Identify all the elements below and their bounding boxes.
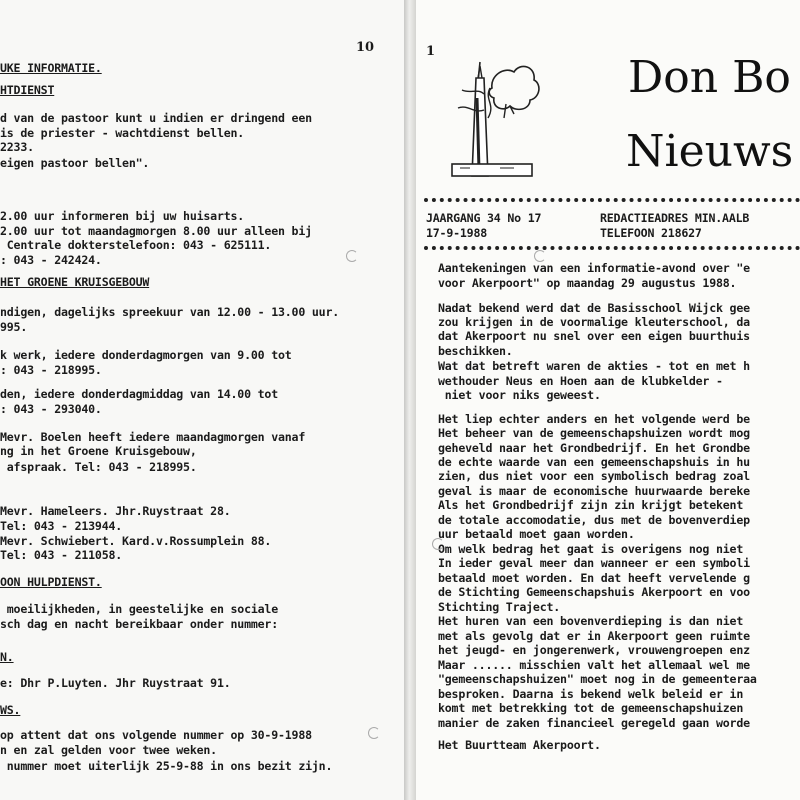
book-gutter (404, 0, 416, 800)
article-line: Het beheer van de gemeenschapshuizen wordt mog (438, 426, 750, 440)
article-line: komt met betrekking tot de gemeenschapshuizen (438, 701, 744, 715)
text-line: op attent dat ons volgende nummer op 30-9-1988 (0, 728, 312, 742)
text-line: moeilijkheden, in geestelijke en sociale (0, 602, 278, 616)
phone-number: TELEFOON 218627 (600, 226, 702, 240)
masthead-line-1: Don Bo (628, 52, 791, 103)
article-line: Het Buurtteam Akerpoort. (438, 738, 601, 752)
article-line: manier de zaken financieel geregeld gaan worde (438, 716, 750, 730)
article-line: niet voor niks geweest. (438, 388, 601, 402)
article-line: Om welk bedrag het gaat is overigens nog niet (438, 542, 744, 556)
text-line: eigen pastoor bellen". (0, 156, 150, 170)
text-line: : 043 - 218995. (0, 363, 102, 377)
article-line: geheveld naar het Grondbedrijf. En het Grondbe (438, 441, 750, 455)
article-line: dat Akerpoort nu snel over een eigen buurthuis (438, 329, 750, 343)
text-line: OON HULPDIENST. (0, 575, 102, 589)
text-line: Tel: 043 - 211058. (0, 548, 123, 562)
text-line: 2.00 uur informeren bij uw huisarts. (0, 209, 245, 223)
text-line: Mevr. Schwiebert. Kard.v.Rossumplein 88. (0, 534, 272, 548)
text-line: e: Dhr P.Luyten. Jhr Ruystraat 91. (0, 676, 231, 690)
article-line: wethouder Neus en Hoen aan de klubkelder - (438, 374, 723, 388)
article-line: besproken. Daarna is bekend welk beleid er in (438, 687, 744, 701)
article-line: zien, dus niet voor een symbolisch bedrag zoal (438, 469, 750, 483)
punch-hole-mark (346, 250, 358, 262)
text-line: UKE INFORMATIE. (0, 61, 102, 75)
text-line: d van de pastoor kunt u indien er dringend een (0, 111, 312, 125)
article-line: geval is maar de economische huurwaarde bereke (438, 484, 750, 498)
text-line: HTDIENST (0, 83, 55, 97)
article-line: Het liep echter anders en het volgende werd be (438, 412, 750, 426)
text-line: nummer moet uiterlijk 25-9-88 in ons bezit zijn. (0, 759, 333, 773)
article-line: Het huren van een bovenverdieping is dan niet (438, 614, 744, 628)
masthead-line-2: Nieuws (626, 126, 794, 177)
page-number: 10 (356, 40, 375, 55)
text-line: ng in het Groene Kruisgebouw, (0, 444, 197, 458)
article-line: betaald moet worden. En dat heeft vervelende g (438, 571, 750, 585)
text-line: den, iedere donderdagmiddag van 14.00 tot (0, 387, 278, 401)
text-line: N. (0, 650, 14, 664)
article-line: Aantekeningen van een informatie-avond over "e (438, 261, 750, 275)
text-line: ndigen, dagelijks spreekuur van 12.00 - 13.00 uur. (0, 305, 340, 319)
article-line: Maar ...... misschien valt het allemaal wel me (438, 658, 750, 672)
article-line: Wat dat betreft waren de akties - tot en met h (438, 359, 750, 373)
article-line: voor Akerpoort" op maandag 29 augustus 1988. (438, 276, 737, 290)
article-line: het jeugd- en jongerenwerk, vrouwengroepen enz (438, 643, 750, 657)
article-line: Nadat bekend werd dat de Basisschool Wijck gee (438, 301, 750, 315)
article-line: uur betaald moet gaan worden. (438, 527, 635, 541)
text-line: Centrale dokterstelefoon: 043 - 625111. (0, 238, 272, 252)
text-line: 995. (0, 320, 28, 334)
text-line: sch dag en nacht bereikbaar onder nummer: (0, 617, 278, 631)
article-line: de Stichting Gemeenschapshuis Akerpoort en voo (438, 585, 750, 599)
text-line: : 043 - 293040. (0, 402, 102, 416)
article-line: Stichting Traject. (438, 600, 561, 614)
text-line: Mevr. Hameleers. Jhr.Ruystraat 28. (0, 504, 231, 518)
article-line: "gemeenschapshuizen" moet nog in de gemeenteraa (438, 672, 757, 686)
text-line: Mevr. Boelen heeft iedere maandagmorgen vanaf (0, 430, 306, 444)
punch-hole-mark (368, 727, 380, 739)
text-line: : 043 - 242424. (0, 253, 102, 267)
article-line: In ieder geval meer dan wanneer er een symboli (438, 556, 750, 570)
punch-hole-mark (432, 538, 444, 550)
dotted-rule (424, 246, 800, 250)
volume-number: JAARGANG 34 No 17 (426, 211, 542, 225)
article-line: de echte waarde van een gemeenschapshuis in hu (438, 455, 750, 469)
editorial-address: REDACTIEADRES MIN.AALB (600, 211, 750, 225)
text-line: is de priester - wachtdienst bellen. (0, 126, 245, 140)
text-line: WS. (0, 703, 21, 717)
article-line: beschikken. (438, 344, 513, 358)
text-line: k werk, iedere donderdagmorgen van 9.00 tot (0, 348, 292, 362)
text-line: 2.00 uur tot maandagmorgen 8.00 uur alleen bij (0, 224, 312, 238)
church-tower-logo (444, 58, 540, 188)
article-line: de totale accomodatie, dus met de bovenverdiep (438, 513, 750, 527)
dotted-rule (424, 198, 800, 202)
issue-date: 17-9-1988 (426, 226, 488, 240)
text-line: n en zal gelden voor twee weken. (0, 743, 217, 757)
text-line: afspraak. Tel: 043 - 218995. (0, 460, 197, 474)
text-line: HET GROENE KRUISGEBOUW (0, 275, 150, 289)
text-line: 2233. (0, 140, 34, 154)
punch-hole-mark (534, 250, 546, 262)
text-line: Tel: 043 - 213944. (0, 519, 123, 533)
page-number: 1 (426, 44, 436, 59)
article-line: zou krijgen in de voormalige kleuterschool, da (438, 315, 750, 329)
article-line: met als gevolg dat er in Akerpoort geen ruimte (438, 629, 750, 643)
article-line: Als het Grondbedrijf zijn zin krijgt betekent (438, 498, 744, 512)
